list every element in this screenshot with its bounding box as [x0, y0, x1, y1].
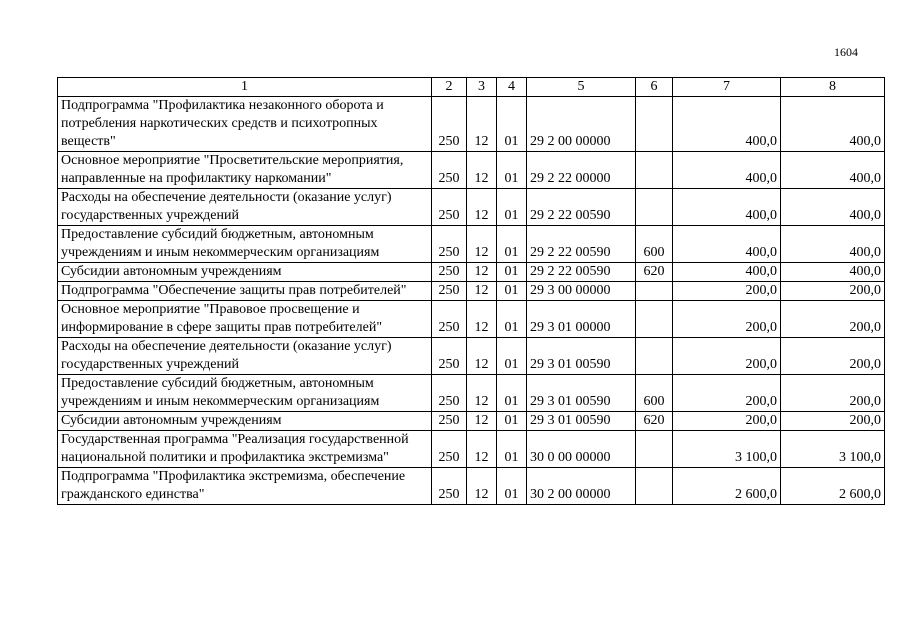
table-row: [58, 282, 885, 301]
col-2-cell: 250: [432, 301, 467, 338]
row-name-cell: Основное мероприятие "Просветительские мероприятия, направленные на профилактику наркомании": [58, 152, 432, 189]
target-code-cell: 29 3 01 00590: [527, 338, 636, 375]
target-code-cell: 29 2 22 00590: [527, 226, 636, 263]
expense-type-cell: [636, 338, 673, 375]
header-cell: 4: [497, 78, 527, 97]
target-code-cell: 29 3 01 00000: [527, 301, 636, 338]
amount-col-7-cell: 400,0: [673, 189, 781, 226]
amount-col-7-cell: 400,0: [673, 226, 781, 263]
col-4-cell: 01: [497, 263, 527, 282]
col-4-cell: 01: [497, 97, 527, 152]
budget-table: [57, 77, 885, 505]
col-3-cell: 12: [467, 412, 497, 431]
col-2-cell: 250: [432, 263, 467, 282]
amount-col-8-cell: 2 600,0: [781, 468, 885, 505]
row-name-cell: Субсидии автономным учреждениям: [58, 412, 432, 431]
expense-type-cell: 620: [636, 412, 673, 431]
table-row: [58, 338, 885, 375]
col-4-cell: 01: [497, 431, 527, 468]
col-3-cell: 12: [467, 338, 497, 375]
page-number: 1604: [834, 45, 858, 59]
col-4-cell: 01: [497, 152, 527, 189]
expense-type-cell: 620: [636, 263, 673, 282]
col-2-cell: 250: [432, 412, 467, 431]
row-name-cell: Государственная программа "Реализация государственной национальной политики и профилактика экстремизма": [58, 431, 432, 468]
col-2-cell: 250: [432, 375, 467, 412]
row-name-cell: Подпрограмма "Профилактика незаконного оборота и потребления наркотических средств и психотропных веществ": [58, 97, 432, 152]
row-name-cell: Основное мероприятие "Правовое просвещение и информирование в сфере защиты прав потребителей": [58, 301, 432, 338]
col-2-cell: 250: [432, 282, 467, 301]
col-4-cell: 01: [497, 468, 527, 505]
row-name-cell: Предоставление субсидий бюджетным, автономным учреждениям и иным некоммерческим организациям: [58, 226, 432, 263]
row-name-cell: Субсидии автономным учреждениям: [58, 263, 432, 282]
col-4-cell: 01: [497, 226, 527, 263]
amount-col-7-cell: 200,0: [673, 338, 781, 375]
col-2-cell: 250: [432, 97, 467, 152]
table-row: [58, 226, 885, 263]
amount-col-8-cell: 200,0: [781, 301, 885, 338]
header-cell: 7: [673, 78, 781, 97]
col-4-cell: 01: [497, 301, 527, 338]
table-row: [58, 375, 885, 412]
col-3-cell: 12: [467, 263, 497, 282]
row-name-cell: Предоставление субсидий бюджетным, автономным учреждениям и иным некоммерческим организациям: [58, 375, 432, 412]
amount-col-8-cell: 200,0: [781, 375, 885, 412]
table-row: [58, 263, 885, 282]
table-row: [58, 97, 885, 152]
amount-col-8-cell: 200,0: [781, 412, 885, 431]
amount-col-8-cell: 400,0: [781, 152, 885, 189]
amount-col-7-cell: 400,0: [673, 263, 781, 282]
expense-type-cell: 600: [636, 375, 673, 412]
table-row: [58, 468, 885, 505]
table-row: [58, 301, 885, 338]
header-cell: 1: [58, 78, 432, 97]
col-2-cell: 250: [432, 468, 467, 505]
row-name-cell: Расходы на обеспечение деятельности (оказание услуг) государственных учреждений: [58, 189, 432, 226]
col-2-cell: 250: [432, 431, 467, 468]
col-3-cell: 12: [467, 301, 497, 338]
target-code-cell: 30 2 00 00000: [527, 468, 636, 505]
col-2-cell: 250: [432, 338, 467, 375]
amount-col-8-cell: 400,0: [781, 97, 885, 152]
expense-type-cell: [636, 189, 673, 226]
col-4-cell: 01: [497, 412, 527, 431]
col-3-cell: 12: [467, 226, 497, 263]
amount-col-7-cell: 2 600,0: [673, 468, 781, 505]
table-row: [58, 152, 885, 189]
target-code-cell: 29 2 22 00590: [527, 189, 636, 226]
table-row: [58, 189, 885, 226]
expense-type-cell: [636, 431, 673, 468]
col-3-cell: 12: [467, 375, 497, 412]
header-cell: 2: [432, 78, 467, 97]
table-row: [58, 412, 885, 431]
expense-type-cell: 600: [636, 226, 673, 263]
row-name-cell: Подпрограмма "Профилактика экстремизма, обеспечение гражданского единства": [58, 468, 432, 505]
col-3-cell: 12: [467, 431, 497, 468]
amount-col-8-cell: 400,0: [781, 263, 885, 282]
col-4-cell: 01: [497, 282, 527, 301]
amount-col-7-cell: 200,0: [673, 412, 781, 431]
target-code-cell: 29 2 22 00000: [527, 152, 636, 189]
col-4-cell: 01: [497, 189, 527, 226]
col-2-cell: 250: [432, 152, 467, 189]
col-3-cell: 12: [467, 152, 497, 189]
col-3-cell: 12: [467, 282, 497, 301]
target-code-cell: 29 2 00 00000: [527, 97, 636, 152]
target-code-cell: 30 0 00 00000: [527, 431, 636, 468]
col-3-cell: 12: [467, 189, 497, 226]
table-row: [58, 431, 885, 468]
amount-col-7-cell: 3 100,0: [673, 431, 781, 468]
amount-col-8-cell: 400,0: [781, 226, 885, 263]
expense-type-cell: [636, 301, 673, 338]
target-code-cell: 29 3 01 00590: [527, 375, 636, 412]
amount-col-7-cell: 400,0: [673, 97, 781, 152]
amount-col-8-cell: 400,0: [781, 189, 885, 226]
header-cell: 8: [781, 78, 885, 97]
col-3-cell: 12: [467, 468, 497, 505]
col-2-cell: 250: [432, 226, 467, 263]
col-3-cell: 12: [467, 97, 497, 152]
col-4-cell: 01: [497, 375, 527, 412]
expense-type-cell: [636, 282, 673, 301]
header-cell: 5: [527, 78, 636, 97]
table-body: [58, 97, 885, 505]
header-cell: 6: [636, 78, 673, 97]
header-cell: 3: [467, 78, 497, 97]
amount-col-7-cell: 400,0: [673, 152, 781, 189]
row-name-cell: Расходы на обеспечение деятельности (оказание услуг) государственных учреждений: [58, 338, 432, 375]
amount-col-8-cell: 200,0: [781, 338, 885, 375]
header-row: [58, 78, 885, 97]
target-code-cell: 29 3 00 00000: [527, 282, 636, 301]
col-4-cell: 01: [497, 338, 527, 375]
expense-type-cell: [636, 97, 673, 152]
amount-col-8-cell: 3 100,0: [781, 431, 885, 468]
row-name-cell: Подпрограмма "Обеспечение защиты прав потребителей": [58, 282, 432, 301]
amount-col-7-cell: 200,0: [673, 301, 781, 338]
amount-col-7-cell: 200,0: [673, 375, 781, 412]
col-2-cell: 250: [432, 189, 467, 226]
amount-col-8-cell: 200,0: [781, 282, 885, 301]
expense-type-cell: [636, 468, 673, 505]
target-code-cell: 29 2 22 00590: [527, 263, 636, 282]
amount-col-7-cell: 200,0: [673, 282, 781, 301]
expense-type-cell: [636, 152, 673, 189]
target-code-cell: 29 3 01 00590: [527, 412, 636, 431]
